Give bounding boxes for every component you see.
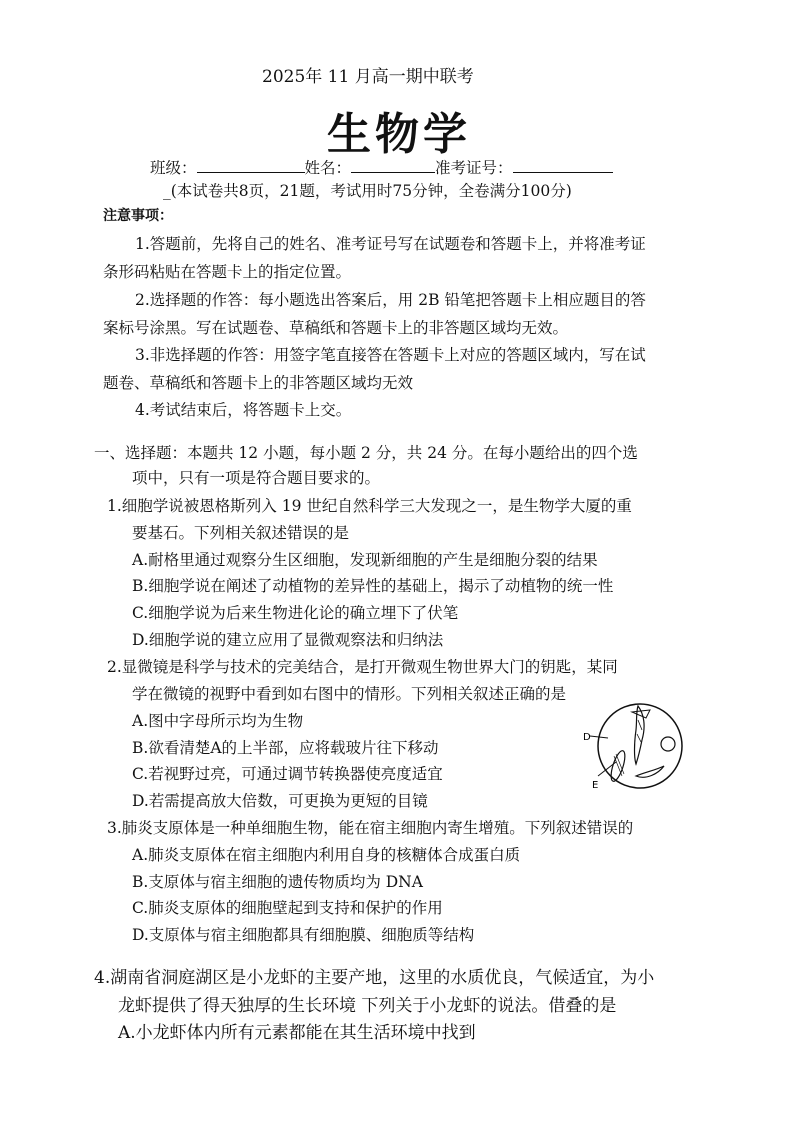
figure-label-d: D	[583, 732, 591, 743]
q2-option-a: A.图中字母所示均为生物	[132, 712, 304, 730]
note-1-line-1: 1.答题前，先将自己的姓名、准考证号写在试题卷和答题卡上，并将准考证	[135, 235, 646, 253]
name-label: 姓名：	[304, 159, 352, 177]
section-1-heading-line-2: 项中，只有一项是符合题目要求的。	[132, 469, 381, 487]
q1-option-b: B.细胞学说在阐述了动植物的差异性的基础上，揭示了动植物的统一性	[132, 577, 614, 595]
exam-title-line: 2025年 11 月高一期中联考	[262, 67, 474, 87]
note-1-line-2: 条形码粘贴在答题卡上的指定位置。	[103, 263, 352, 281]
q2-option-b: B.欲看清楚A的上半部，应将载玻片往下移动	[132, 739, 439, 757]
q1-option-a: A.耐格里通过观察分生区细胞，发现新细胞的产生是细胞分裂的结果	[132, 551, 598, 569]
q1-stem-line-1: 1.细胞学说被恩格斯列入 19 世纪自然科学三大发现之一，是生物学大厦的重	[107, 497, 632, 515]
figure-label-e: E	[592, 780, 599, 791]
class-label: 班级：	[150, 159, 197, 177]
q2-option-d: D.若需提高放大倍数，可更换为更短的目镜	[132, 792, 428, 810]
id-label: 准考证号：	[435, 159, 513, 177]
q4-stem-line-1: 4.湖南省洞庭湖区是小龙虾的主要产地，这里的水质优良，气候适宜，为小	[94, 968, 655, 988]
q1-option-d: D.细胞学说的建立应用了显微观察法和归纳法	[132, 631, 444, 649]
name-blank[interactable]	[351, 156, 435, 173]
q1-option-c: C.细胞学说为后来生物进化论的确立埋下了伏笔	[132, 604, 459, 622]
q3-stem: 3.肺炎支原体是一种单细胞生物，能在宿主细胞内寄生增殖。下列叙述错误的	[107, 819, 634, 837]
microscope-field-figure	[580, 700, 688, 800]
q3-option-a: A.肺炎支原体在宿主细胞内利用自身的核糖体合成蛋白质	[132, 846, 521, 864]
note-3-line-2: 题卷、草稿纸和答题卡上的非答题区域均无效	[103, 374, 414, 392]
q2-option-c: C.若视野过亮，可通过调节转换器使亮度适宜	[132, 765, 443, 783]
q1-stem-line-2: 要基石。下列相关叙述错误的是	[132, 524, 350, 542]
q2-stem-line-2: 学在微镜的视野中看到如右图中的情形。下列相关叙述正确的是	[132, 685, 567, 703]
class-blank[interactable]	[197, 156, 305, 173]
note-3-line-1: 3.非选择题的作答：用签字笔直接答在答题卡上对应的答题区域内，写在试	[135, 346, 646, 364]
q4-option-a: A.小龙虾体内所有元素都能在其生活环境中找到	[118, 1023, 476, 1043]
subject-title: 生物学	[327, 109, 471, 160]
q3-option-d: D.支原体与宿主细胞都具有细胞膜、细胞质等结构	[132, 926, 475, 944]
note-2-line-2: 案标号涂黑。写在试题卷、草稿纸和答题卡上的非答题区域均无效。	[103, 319, 569, 337]
q4-stem-line-2: 龙虾提供了得天独厚的生长环境 下列关于小龙虾的说法。借叠的是	[118, 996, 617, 1016]
q3-option-c: C.肺炎支原体的细胞壁起到支持和保护的作用	[132, 899, 443, 917]
section-1-heading-line-1: 一、选择题：本题共 12 小题，每小题 2 分，共 24 分。在每小题给出的四个选	[94, 444, 638, 462]
note-2-line-1: 2.选择题的作答：每小题选出答案后，用 2B 铅笔把答题卡上相应题目的答	[135, 291, 646, 309]
q2-stem-line-1: 2.显微镜是科学与技术的完美结合，是打开微观生物世界大门的钥匙，某同	[107, 658, 618, 676]
candidate-fields	[150, 156, 613, 178]
id-blank[interactable]	[513, 156, 613, 173]
microscope-field-drawing	[580, 700, 688, 800]
q3-option-b: B.支原体与宿主细胞的遗传物质均为 DNA	[132, 873, 423, 891]
notes-title: 注意事项：	[103, 208, 173, 224]
exam-info: _(本试卷共8页，21题，考试用时75分钟，全卷满分100分)	[163, 182, 572, 200]
note-4: 4.考试结束后，将答题卡上交。	[135, 401, 352, 419]
